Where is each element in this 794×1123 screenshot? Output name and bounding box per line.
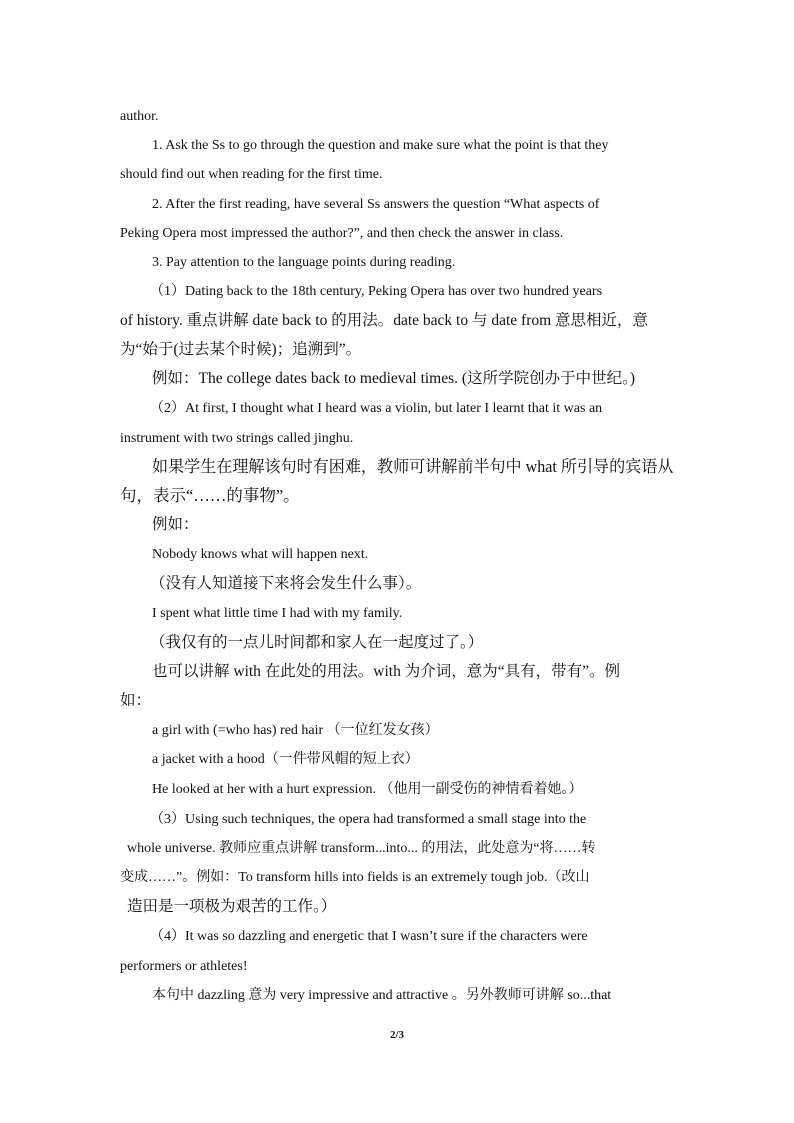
text-line: 例如：The college dates back to medieval times. (这所学院创办于中世纪。) xyxy=(152,370,635,387)
text-line: of history. 重点讲解 date back to 的用法。date back to 与 date from 意思相近，意 xyxy=(120,312,649,329)
text-line: a jacket with a hood（一件带风帽的短上衣） xyxy=(152,752,419,767)
text-line: 如： xyxy=(120,692,152,709)
text-line: （我仅有的一点儿时间都和家人在一起度过了。） xyxy=(150,634,484,651)
text-line: performers or athletes! xyxy=(120,959,248,974)
text-line: should find out when reading for the first time. xyxy=(120,167,383,182)
text-line: 如果学生在理解该句时有困难，教师可讲解前半句中 what 所引导的宾语从 xyxy=(152,457,674,476)
text-line: 例如： xyxy=(152,516,199,533)
text-line: He looked at her with a hurt expression. （他用一副受伤的神情看着她。） xyxy=(152,782,583,797)
text-line: （3）Using such techniques, the opera had transformed a small stage into the xyxy=(150,812,587,827)
text-line: 1. Ask the Ss to go through the question and make sure what the point is that they xyxy=(152,138,609,153)
text-line: I spent what little time I had with my family. xyxy=(152,606,403,621)
text-line: 2. After the first reading, have several Ss answers the question “What aspects of xyxy=(152,197,600,212)
text-line: instrument with two strings called jinghu. xyxy=(120,431,354,446)
text-line: 变成……”。例如：To transform hills into fields is an extremely tough job.（改山 xyxy=(120,870,590,885)
text-line: 3. Pay attention to the language points during reading. xyxy=(152,255,456,270)
text-line: whole universe. 教师应重点讲解 transform...into... 的用法，此处意为“将……转 xyxy=(127,841,596,856)
text-line: 造田是一项极为艰苦的工作。） xyxy=(127,898,337,915)
text-line: 也可以讲解 with 在此处的用法。with 为介词，意为“具有，带有”。例 xyxy=(152,663,620,680)
text-line: 为“始于(过去某个时候)；追溯到”。 xyxy=(120,341,362,358)
text-line: （2）At first, I thought what I heard was a violin, but later I learnt that it was an xyxy=(150,401,603,416)
text-line: （1）Dating back to the 18th century, Peking Opera has over two hundred years xyxy=(150,284,603,299)
text-line: a girl with (=who has) red hair （一位红发女孩） xyxy=(152,723,439,738)
text-line: author. xyxy=(120,109,159,124)
page-number: 2/3 xyxy=(389,1029,405,1041)
text-line: Peking Opera most impressed the author?”, and then check the answer in class. xyxy=(120,226,564,241)
text-line: （4）It was so dazzling and energetic that I wasn’t sure if the characters were xyxy=(150,929,588,944)
text-line: （没有人知道接下来将会发生什么事）。 xyxy=(150,575,422,592)
text-line: 本句中 dazzling 意为 very impressive and attractive 。另外教师可讲解 so...that xyxy=(152,988,612,1003)
text-line: Nobody knows what will happen next. xyxy=(152,547,369,562)
text-line: 句，表示“……的事物”。 xyxy=(120,486,300,505)
